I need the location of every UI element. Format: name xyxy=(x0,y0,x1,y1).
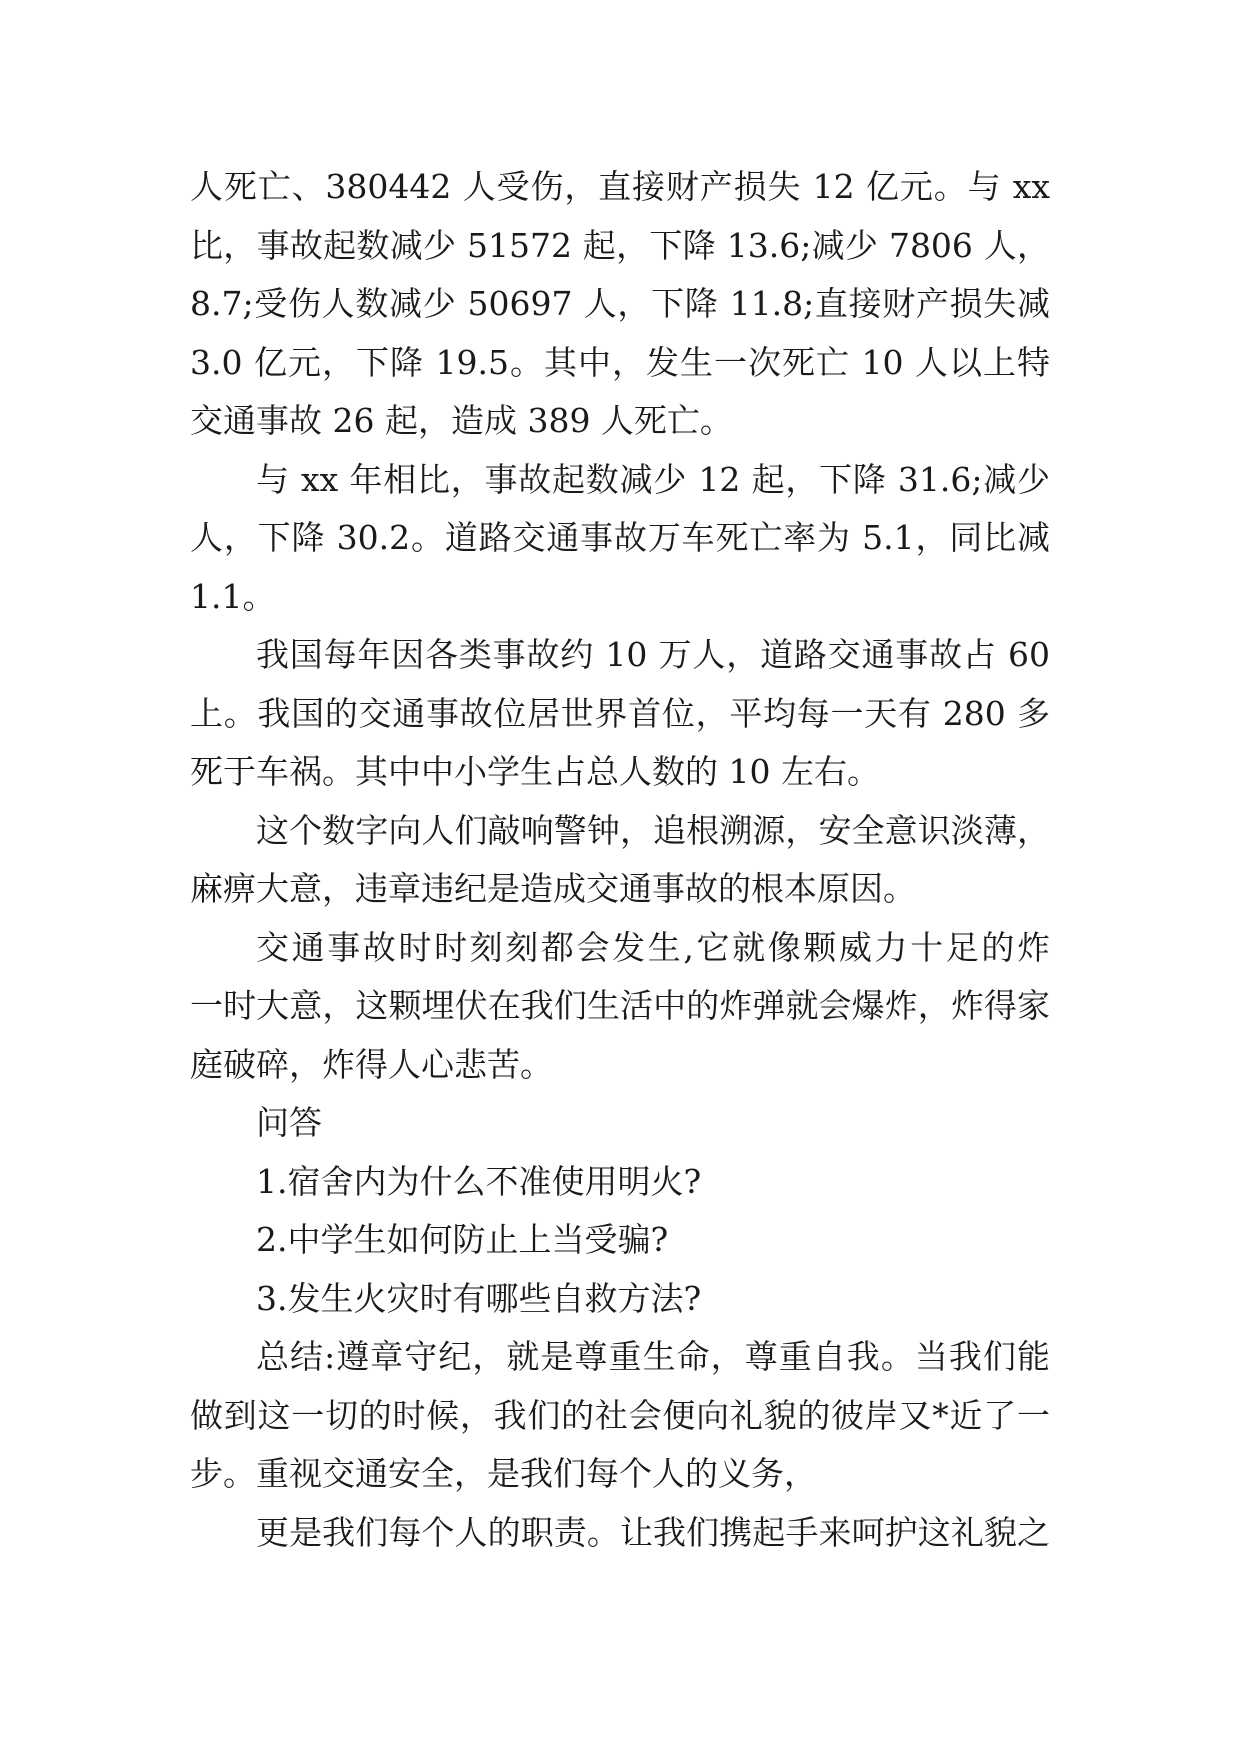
text-line: 与 xx 年相比，事故起数减少 12 起，下降 31.6;减少 xyxy=(256,459,1050,499)
text-line: 比，事故起数减少 51572 起，下降 13.6;减少 7806 人， xyxy=(190,225,1050,265)
text-line: 8.7;受伤人数减少 50697 人，下降 11.8;直接财产损失减 xyxy=(190,284,1050,323)
text-line: 步。重视交通安全，是我们每个人的义务， xyxy=(190,1454,817,1493)
text-line: 3.0 亿元，下降 19.5。其中，发生一次死亡 10 人以上特 xyxy=(190,342,1050,382)
text-line: 1.1。 xyxy=(190,576,276,616)
text-line: 上。我国的交通事故位居世界首位，平均每一天有 280 多 xyxy=(190,693,1050,733)
text-line: 做到这一切的时候，我们的社会便向礼貌的彼岸又*近了一 xyxy=(190,1395,1050,1435)
text-line: 问答 xyxy=(256,1103,322,1142)
text-line: 庭破碎，炸得人心悲苦。 xyxy=(190,1044,553,1084)
text-line: 麻痹大意，违章违纪是造成交通事故的根本原因。 xyxy=(190,869,916,908)
text-line: 这个数字向人们敲响警钟，追根溯源，安全意识淡薄， xyxy=(256,810,1050,850)
text-line: 更是我们每个人的职责。让我们携起手来呵护这礼貌之 xyxy=(256,1512,1050,1552)
text-line: 人死亡、380442 人受伤，直接财产损失 12 亿元。与 xx xyxy=(190,167,1050,206)
text-line: 我国每年因各类事故约 10 万人，道路交通事故占 60 xyxy=(256,635,1050,674)
text-line: 1.宿舍内为什么不准使用明火? xyxy=(256,1161,702,1201)
text-line: 人，下降 30.2。道路交通事故万车死亡率为 5.1，同比减 xyxy=(190,518,1050,557)
text-line: 交通事故 26 起，造成 389 人死亡。 xyxy=(190,401,733,440)
text-line: 死于车祸。其中中小学生占总人数的 10 左右。 xyxy=(190,752,880,791)
text-line: 交通事故时时刻刻都会发生,它就像颗威力十足的炸 xyxy=(256,927,1050,967)
document-body xyxy=(190,158,1050,1562)
text-line: 一时大意，这颗埋伏在我们生活中的炸弹就会爆炸，炸得家 xyxy=(190,986,1050,1025)
text-line: 2.中学生如何防止上当受骗? xyxy=(256,1220,669,1259)
text-line: 总结:遵章守纪，就是尊重生命，尊重自我。当我们能 xyxy=(256,1337,1050,1376)
text-line: 3.发生火灾时有哪些自救方法? xyxy=(256,1278,702,1318)
